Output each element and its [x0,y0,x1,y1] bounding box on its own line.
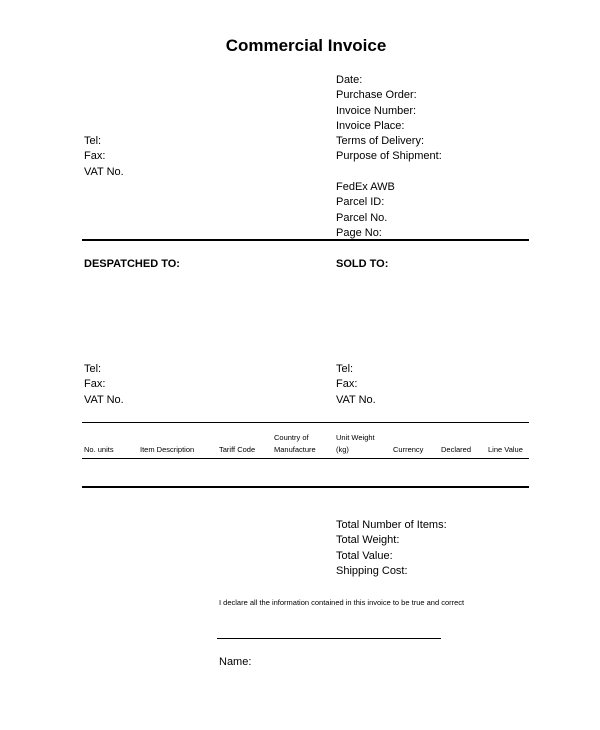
invoice-place-label: Invoice Place: [336,119,405,132]
purpose-of-shipment-label: Purpose of Shipment: [336,150,442,163]
sold-tel-label: Tel: [336,363,354,375]
declaration-text: I declare all the information contained in this invoice to be true and correct [219,598,465,607]
header-left-contact [84,134,124,180]
header-right-group2 [336,180,395,241]
tel-label: Tel: [84,135,102,147]
sold-fax-label: Fax: [336,378,358,391]
sold-to-heading: SOLD TO: [336,258,389,270]
despatched-contact [84,362,124,408]
totals-block [336,518,447,579]
despatched-vat-label: VAT No. [84,393,124,406]
date-label: Date: [336,74,363,86]
terms-of-delivery-label: Terms of Delivery: [336,135,425,148]
col-weight-line1: Unit Weight [336,433,375,442]
sold-vat-label: VAT No. [336,393,376,406]
parcel-no-label: Parcel No. [336,211,388,224]
sold-contact [336,362,376,408]
parcel-id-label: Parcel ID: [336,196,385,209]
col-country-line2: Manufacture [274,445,316,454]
total-value-label: Total Value: [336,549,393,562]
col-currency: Currency [393,445,424,454]
name-label: Name: [219,656,252,668]
total-items-label: Total Number of Items: [336,519,447,531]
total-weight-label: Total Weight: [336,534,400,547]
table-header-divider [82,458,529,459]
col-tariff-code: Tariff Code [219,445,256,454]
col-line-value: Line Value [488,445,523,454]
col-no-units: No. units [84,445,114,454]
col-item-description: Item Description [140,445,195,454]
invoice-title: Commercial Invoice [225,36,387,55]
table-bottom-divider [82,486,529,488]
col-weight-line2: (kg) [336,445,349,454]
despatched-to-heading: DESPATCHED TO: [84,258,180,270]
despatched-fax-label: Fax: [84,378,106,391]
header-divider [82,239,529,241]
col-declared: Declared [441,445,472,454]
fedex-awb-label: FedEx AWB [336,181,395,193]
vat-label: VAT No. [84,165,124,178]
page-no-label: Page No: [336,226,382,239]
despatched-tel-label: Tel: [84,363,102,375]
address-divider [82,422,529,423]
signature-line[interactable] [217,638,441,639]
shipping-cost-label: Shipping Cost: [336,564,408,577]
header-right-group1 [336,73,442,165]
invoice-number-label: Invoice Number: [336,104,417,117]
fax-label: Fax: [84,150,106,163]
col-country-line1: Country of [274,433,309,442]
purchase-order-label: Purchase Order: [336,89,417,102]
